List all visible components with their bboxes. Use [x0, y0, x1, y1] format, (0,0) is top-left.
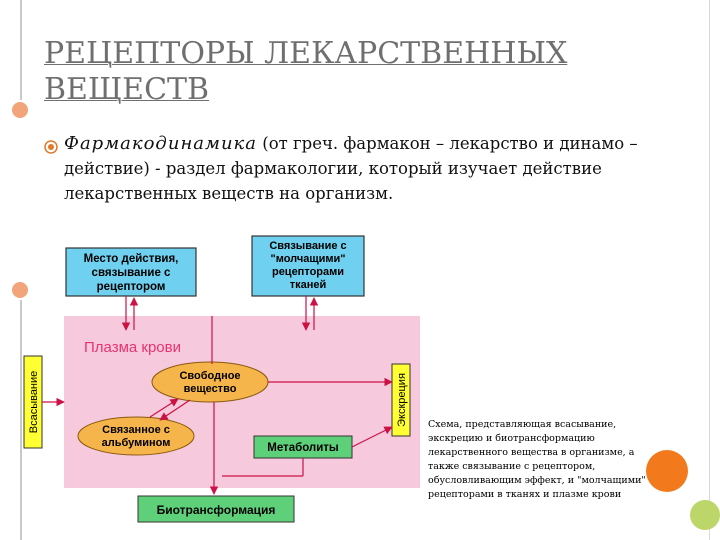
- metabolites-label: Метаболиты: [267, 442, 339, 454]
- diagram-caption: Схема, представляющая всасывание, экскрецию и биотрансформацию лекарственного вещества в организме, а также связывание с рецептором, обусловливающим эффект, и "молчащими" рецепторами в тканях и плазме крови: [428, 419, 646, 500]
- plasma-label: Плазма крови: [84, 339, 182, 356]
- bound-line2: альбумином: [101, 437, 171, 449]
- silent-box-line2: "молчащими": [270, 253, 346, 265]
- bound-line1: Связанное с: [102, 424, 170, 436]
- site-box-line1: Место действия,: [83, 253, 179, 265]
- free-line2: вещество: [183, 383, 237, 395]
- excretion-label: Экскреция: [396, 373, 408, 427]
- decor-orange-circle: [646, 450, 688, 492]
- decor-green-circle: [690, 500, 720, 530]
- absorption-label: Всасывание: [28, 370, 40, 434]
- silent-box-line1: Связывание с: [269, 240, 347, 252]
- free-substance-ellipse: [152, 362, 268, 402]
- site-box-line2: связывание с: [91, 267, 171, 279]
- biotransformation-label: Биотрансформация: [156, 503, 276, 517]
- free-line1: Свободное: [179, 370, 241, 382]
- slide-title: РЕЦЕПТОРЫ ЛЕКАРСТВЕННЫХ ВЕЩЕСТВ: [44, 36, 568, 107]
- albumin-bound-ellipse: [78, 417, 194, 455]
- site-box-line3: рецептором: [96, 281, 166, 293]
- definition-text: (от греч. фармакон – лекарство и динамо – действие) - раздел фармакологии, который изучает действие лекарственных веществ на организм.: [64, 134, 638, 203]
- term-text: Фармакодинамика: [64, 133, 258, 154]
- silent-box-line3: рецепторами: [271, 266, 345, 278]
- silent-box-line4: тканей: [289, 279, 327, 291]
